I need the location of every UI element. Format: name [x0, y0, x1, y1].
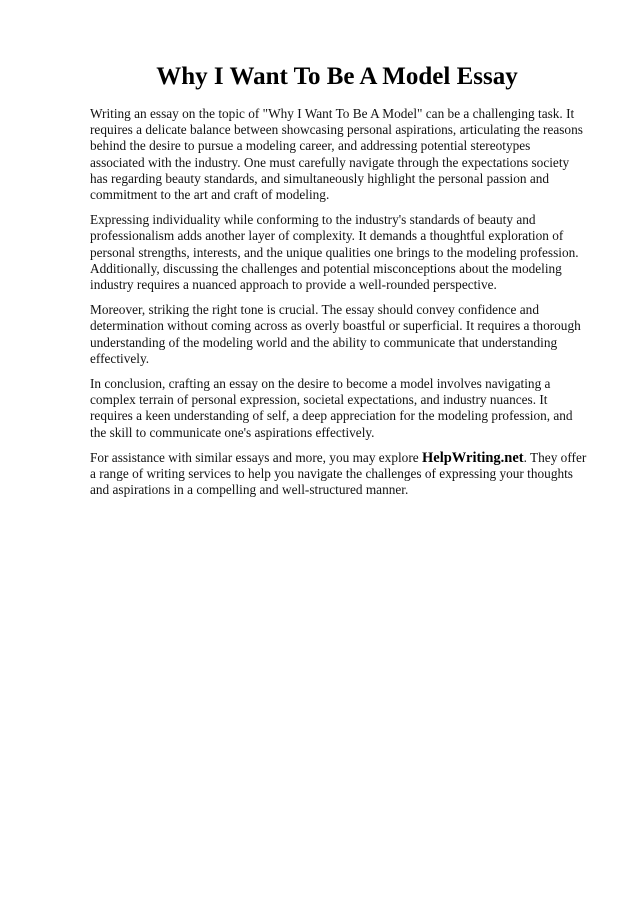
brand-link[interactable]: HelpWriting.net	[421, 449, 524, 466]
paragraph-conclusion: In conclusion, crafting an essay on the desire to become a model involves navigating a complex terrain of personal expression, societal expectations, and industry nuances. It requires a keen understanding of self, a deep appreciation for the modeling profession, and the skill to communicate one's aspirations effectively.	[90, 376, 573, 440]
paragraph-tone: Moreover, striking the right tone is crucial. The essay should convey confidence and determination without coming across as overly boastful or superficial. It requires a thorough understanding of the modeling world and the ability to communicate that understanding effectively.	[90, 302, 581, 366]
paragraph-individuality: Expressing individuality while conforming to the industry's standards of beauty and professionalism adds another layer of complexity. It demands a thoughtful exploration of personal strengths, interests, and the unique qualities one brings to the modeling profession. Additionally, discussing the challenges and potential misconceptions about the modeling industry requires a nuanced approach to provide a well-rounded perspective.	[90, 212, 579, 293]
page-title: Why I Want To Be A Model Essay	[156, 63, 518, 90]
closing-text-before: For assistance with similar essays and more, you may explore	[90, 449, 422, 465]
paragraph-closing	[90, 450, 588, 499]
closing-text-after: . They offer a range of writing services to help you navigate the challenges of expressing your thoughts and aspirations in a compelling and well-structured manner.	[90, 449, 587, 498]
paragraph-intro: Writing an essay on the topic of "Why I Want To Be A Model" can be a challenging task. It requires a delicate balance between showcasing personal aspirations, articulating the reasons behind the desire to pursue a modeling career, and addressing potential stereotypes associated with the industry. One must carefully navigate through the expectations society has regarding beauty standards, and simultaneously highlight the personal passion and commitment to the art and craft of modeling.	[90, 106, 583, 203]
